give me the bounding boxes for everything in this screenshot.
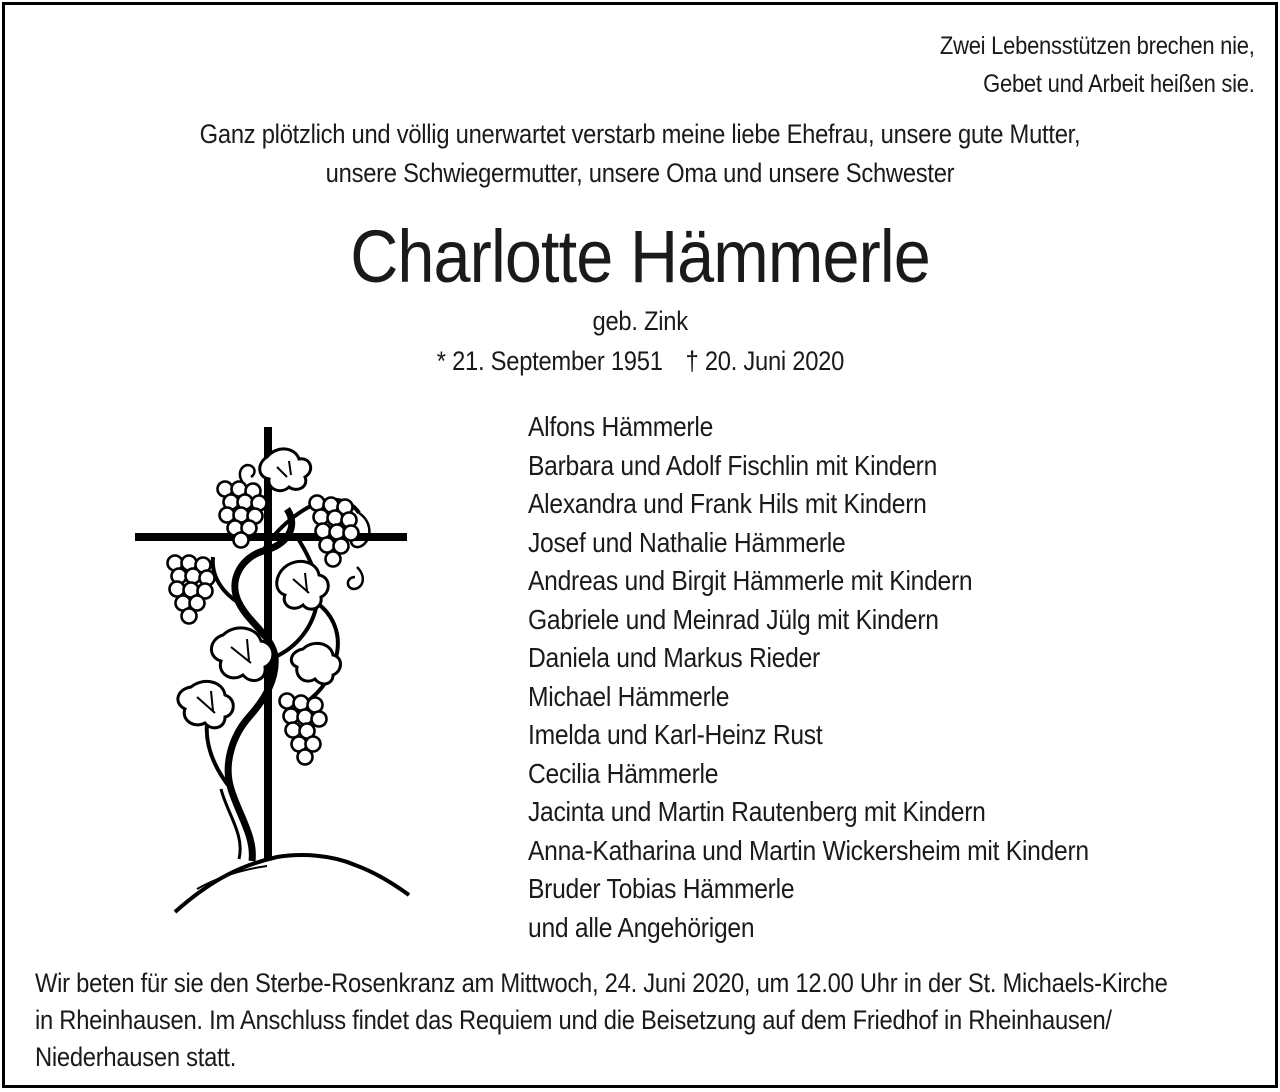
intro-line: Ganz plötzlich und völlig unerwartet verstarb meine liebe Ehefrau, unsere gute Mutter,: [199, 119, 1081, 149]
life-dates: [5, 341, 1275, 381]
list-item: Alexandra und Frank Hils mit Kindern: [528, 488, 927, 519]
list-item: Josef und Nathalie Hämmerle: [528, 526, 846, 558]
birth-date: * 21. September 1951: [436, 346, 663, 376]
death-date: † 20. Juni 2020: [685, 346, 844, 376]
motto-line: Gebet und Arbeit heißen sie.: [983, 70, 1255, 98]
list-item: Alfons Hämmerle: [528, 411, 714, 442]
list-item: Daniela und Markus Rieder: [528, 642, 820, 673]
list-item: Anna-Katharina und Martin Wickersheim mit Kindern: [528, 834, 1089, 866]
motto: [940, 27, 1255, 103]
list-item: Barbara und Adolf Fischlin mit Kindern: [528, 449, 938, 481]
list-item: und alle Angehörigen: [528, 911, 755, 943]
list-item: Cecilia Hämmerle: [528, 757, 719, 789]
list-item: Bruder Tobias Hämmerle: [528, 873, 795, 904]
obituary-notice: [2, 2, 1278, 1088]
list-item: Jacinta und Martin Rautenberg mit Kindern: [528, 796, 986, 827]
deceased-name: [5, 213, 1275, 301]
cross-with-grapevine-icon: [127, 417, 417, 917]
service-line: Wir beten für sie den Sterbe-Rosenkranz am Mittwoch, 24. Juni 2020, um 12.00 Uhr in der St. Michaels-Kirche: [35, 968, 1168, 998]
motto-line: Zwei Lebensstützen brechen nie,: [940, 32, 1255, 60]
list-item: Gabriele und Meinrad Jülg mit Kindern: [528, 603, 939, 635]
birth-name: [5, 301, 1275, 341]
service-line: Niederhausen statt.: [35, 1042, 237, 1072]
service-line: in Rheinhausen. Im Anschluss findet das Requiem und die Beisetzung auf dem Friedhof in Rheinhausen/: [35, 1005, 1112, 1035]
list-item: Andreas und Birgit Hämmerle mit Kindern: [528, 565, 973, 596]
deceased-name-text: Charlotte Hämmerle: [350, 215, 930, 298]
list-item: Michael Hämmerle: [528, 680, 730, 712]
intro-text: [5, 115, 1275, 193]
intro-line: unsere Schwiegermutter, unsere Oma und unsere Schwester: [325, 158, 955, 188]
list-item: Imelda und Karl-Heinz Rust: [528, 719, 823, 750]
birth-name-text: geb. Zink: [592, 306, 688, 336]
mourners-list: [528, 408, 1089, 947]
service-details: [35, 965, 1205, 1076]
